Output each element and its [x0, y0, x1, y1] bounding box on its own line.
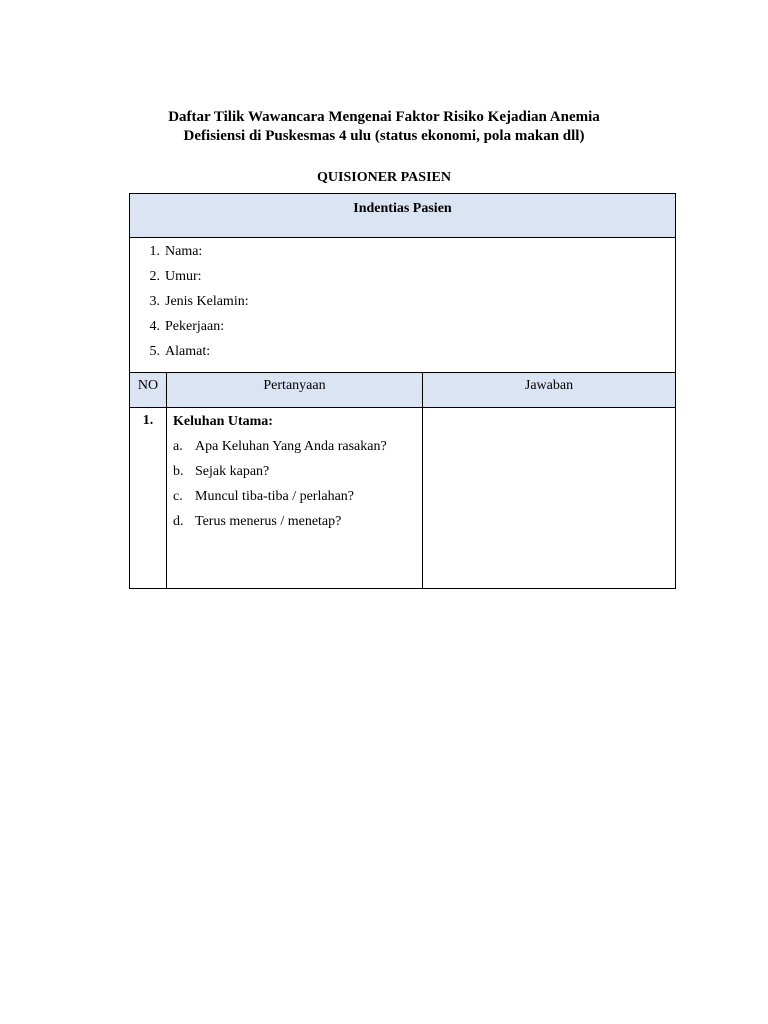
- document-title: [0, 108, 768, 146]
- sub-question-a: [173, 438, 422, 463]
- identity-field-name[interactable]: [130, 242, 675, 267]
- sub-question-letter: a.: [173, 439, 183, 454]
- sub-question-text: Apa Keluhan Yang Anda rasakan?: [195, 439, 387, 454]
- sub-question-letter: d.: [173, 514, 184, 529]
- sub-question-letter: b.: [173, 464, 184, 479]
- sub-question-text: Sejak kapan?: [195, 464, 270, 479]
- field-number: 2.: [149, 269, 160, 284]
- title-line-2: Defisiensi di Puskesmas 4 ulu (status ekonomi, pola makan dll): [183, 128, 585, 144]
- sub-question-d: [173, 513, 422, 538]
- identity-field-age[interactable]: [130, 267, 675, 292]
- column-header-no: NO: [130, 373, 167, 408]
- identity-fields: [130, 238, 676, 373]
- field-label: Umur:: [165, 269, 202, 284]
- field-number: 1.: [149, 244, 160, 259]
- field-number: 3.: [149, 294, 160, 309]
- question-row: [130, 408, 676, 589]
- question-cell: [167, 408, 423, 589]
- sub-question-text: Muncul tiba-tiba / perlahan?: [195, 489, 354, 504]
- title-line-1: Daftar Tilik Wawancara Mengenai Faktor Risiko Kejadian Anemia: [168, 109, 600, 125]
- questionnaire-table: [129, 193, 676, 589]
- field-label: Nama:: [165, 244, 203, 259]
- answer-cell[interactable]: [423, 408, 676, 589]
- identity-field-address[interactable]: [130, 342, 675, 367]
- field-label: Jenis Kelamin:: [165, 294, 249, 309]
- questionnaire-subtitle: QUISIONER PASIEN: [317, 170, 451, 185]
- sub-question-c: [173, 488, 422, 513]
- field-label: Alamat:: [165, 344, 211, 359]
- field-label: Pekerjaan:: [165, 319, 225, 334]
- field-number: 5.: [149, 344, 160, 359]
- identity-header: Indentias Pasien: [130, 194, 676, 238]
- field-number: 4.: [149, 319, 160, 334]
- sub-question-b: [173, 463, 422, 488]
- identity-field-gender[interactable]: [130, 292, 675, 317]
- question-title: Keluhan Utama:: [173, 414, 273, 429]
- question-number: 1.: [130, 408, 167, 589]
- sub-question-letter: c.: [173, 489, 183, 504]
- identity-field-occupation[interactable]: [130, 317, 675, 342]
- column-header-answer: Jawaban: [423, 373, 676, 408]
- column-header-question: Pertanyaan: [167, 373, 423, 408]
- sub-question-text: Terus menerus / menetap?: [195, 514, 342, 529]
